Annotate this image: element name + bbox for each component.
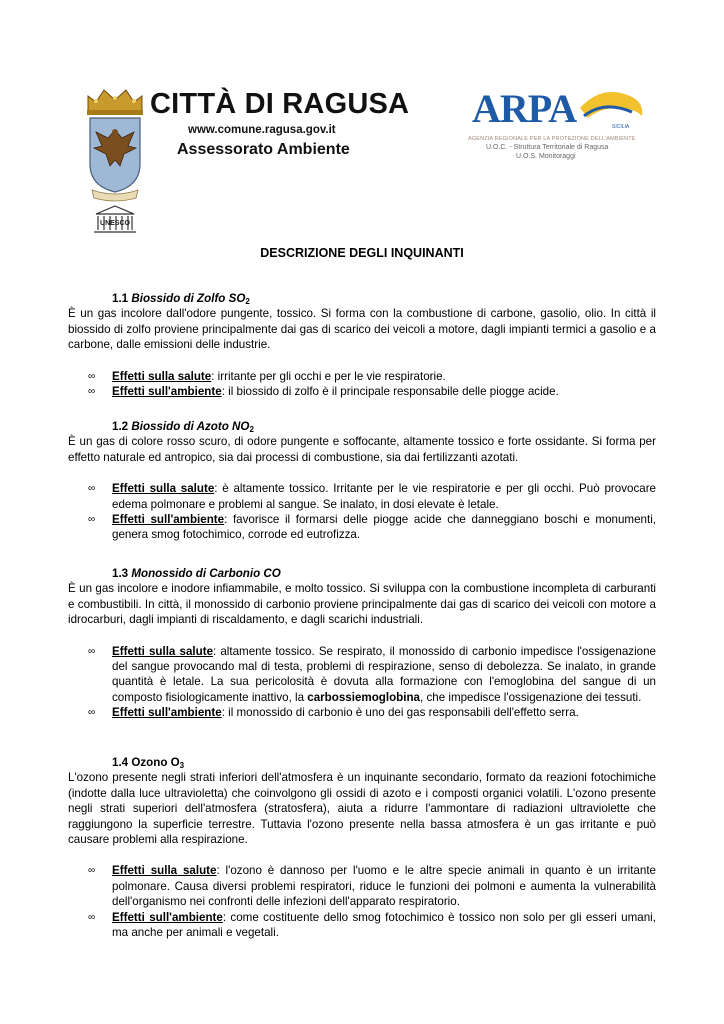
effects-list: [68, 481, 656, 543]
section-heading: [68, 291, 656, 306]
effect-health: [68, 481, 656, 512]
bullet-icon: ∞: [88, 483, 96, 495]
section-so2: [68, 291, 656, 399]
effect-text: : altamente tossico. Se respirato, il monossido di carbonio impedisce l'ossigenazione del sangue provocando mal di testa, problemi di respirazione, senso di debolezza. Se inalato, in grande quantità è letale. La sua pericolosità è dovuta alla formazione con l'emoglobina del sangue di un composto fisiologicamente inattivo, la: [112, 644, 656, 704]
effect-health: [68, 369, 656, 384]
effect-environment: [68, 512, 656, 543]
effect-label: Effetti sull'ambiente: [112, 513, 225, 527]
effect-health: [68, 863, 656, 909]
effect-label: Effetti sulla salute: [112, 482, 215, 496]
bullet-icon: ∞: [88, 370, 96, 382]
section-subscript: 2: [249, 425, 254, 434]
section-subscript: 2: [245, 297, 250, 306]
effect-environment: [68, 910, 656, 941]
effect-text: : l'ozono è dannoso per l'uomo e le altre specie animali in quanto è un irritante polmonare. Causa diversi problemi respiratori, riduce le funzioni dei polmoni e aumenta la vulnerabilità dell'organismo nei confronti delle infezioni dell'apparato respiratorio.: [112, 864, 656, 909]
section-heading: [68, 419, 656, 434]
effects-list: [68, 369, 656, 400]
effects-list: [68, 644, 656, 721]
arpa-unit-line-2: U.O.S. Monitoraggi: [516, 153, 576, 160]
section-description: L'ozono presente negli strati inferiori dell'atmosfera è un inquinante secondario, formato da reazioni fotochimiche (indotte dalla luce ultravioletta) che coinvolgono gli ossidi di azoto e i composti organici volatili. L'ozono presente negli strati superiori dell'atmosfera (stratosfera), aiuta a ridurre l'ammontare di radiazioni ultraviolette che raggiungono la superficie terrestre. Tuttavia l'ozono presente nella bassa atmosfera è un gas irritante e può causare problemi alla respirazione.: [68, 771, 656, 847]
effect-text: : il biossido di zolfo è il principale responsabile delle piogge acide.: [221, 385, 559, 399]
effect-text: : il monossido di carbonio è uno dei gas responsabili dell'effetto serra.: [221, 706, 579, 720]
bullet-icon: ∞: [88, 514, 96, 526]
effect-label: Effetti sull'ambiente: [112, 385, 222, 399]
effect-text: : irritante per gli occhi e per le vie respiratorie.: [211, 369, 446, 383]
section-subscript: 3: [179, 761, 185, 770]
section-heading: [68, 566, 656, 581]
document-header: [0, 0, 724, 240]
effect-text: : favorisce il formarsi delle piogge acide che danneggiano boschi e monumenti, genera smog fotochimico, corrode ed eutrofizza.: [112, 513, 656, 542]
arpa-logo-text: ARPA: [472, 86, 577, 130]
bullet-icon: ∞: [88, 707, 96, 719]
section-number: 1.4: [112, 756, 129, 769]
effect-label: Effetti sull'ambiente: [112, 910, 223, 924]
effect-environment: [68, 705, 656, 720]
section-name: Biossido di Zolfo SO: [131, 292, 246, 305]
section-number: 1.1: [112, 292, 129, 305]
section-name: Monossido di Carbonio CO: [131, 567, 281, 580]
department-name: Assessorato Ambiente: [177, 141, 350, 158]
ragusa-coat-of-arms-icon: [82, 86, 148, 236]
section-no2: [68, 419, 656, 543]
city-website: www.comune.ragusa.gov.it: [188, 124, 336, 136]
arpa-wordmark-icon: [472, 86, 648, 130]
bullet-icon: ∞: [88, 386, 96, 398]
effect-label: Effetti sulla salute: [112, 864, 217, 878]
arpa-logo-small: SICILIA: [612, 124, 630, 130]
section-description: È un gas incolore e inodore infiammabile, e molto tossico. Si sviluppa con la combustione incompleta di carburanti e combustibili. In città, il monossido di carbonio proviene principalmente dai gas di scarico dei veicoli con motore a idrocarburi, dagli impianti di riscaldamento, e dagli scarichi industriali.: [68, 582, 656, 627]
bullet-icon: ∞: [88, 645, 96, 657]
document-title: DESCRIZIONE DEGLI INQUINANTI: [260, 246, 464, 260]
arpa-agency-name: AGENZIA REGIONALE PER LA PROTEZIONE DELL'AMBIENTE: [468, 136, 636, 142]
city-name: CITTÀ DI RAGUSA: [150, 88, 410, 120]
section-o3: [68, 755, 656, 940]
effect-label: Effetti sulla salute: [112, 369, 212, 383]
bullet-icon: ∞: [88, 911, 96, 923]
effect-environment: [68, 384, 656, 399]
section-name: Biossido di Azoto NO: [131, 420, 250, 433]
city-of-ragusa-logo: [82, 86, 410, 236]
effect-label: Effetti sulla salute: [112, 644, 214, 658]
effect-text: : come costituente dello smog fotochimico è tossico non solo per gli esseri umani, ma anche per animali e vegetali.: [112, 910, 656, 940]
section-description: È un gas incolore dall'odore pungente, tossico. Si forma con la combustione di carbone, gasolio, olio. In città il biossido di zolfo proviene principalmente dai gas di scarico dei veicoli a motore, dagli impianti termici a gasolio e a carbone, dalle emissioni delle industrie.: [68, 307, 656, 352]
section-name: Ozono O: [131, 756, 180, 769]
section-number: 1.2: [112, 420, 129, 433]
effect-text: : è altamente tossico. Irritante per le vie respiratorie e per gli occhi. Può provocare edema polmonare e problemi al sangue. Se inalato, in dosi elevate è letale.: [112, 482, 656, 511]
effect-health: [68, 644, 656, 706]
effect-label: Effetti sull'ambiente: [112, 706, 222, 720]
bullet-icon: ∞: [88, 865, 96, 877]
section-description: È un gas di colore rosso scuro, di odore pungente e soffocante, altamente tossico e forte ossidante. Si forma per effetto naturale ed antropico, sia dai processi di combustione, sia dai fertilizzanti azotati.: [68, 435, 656, 464]
arpa-logo: [466, 86, 666, 176]
section-number: 1.3: [112, 567, 129, 580]
effect-text-after: , che impedisce l'ossigenazione dei tessuti.: [420, 690, 642, 704]
effects-list: [68, 863, 656, 940]
section-heading: [68, 755, 656, 770]
effect-term: carbossiemoglobina: [307, 690, 421, 704]
arpa-unit-line-1: U.O.C. - Struttura Territoriale di Ragusa: [486, 144, 609, 151]
unesco-label: UNESCO: [100, 220, 130, 227]
section-co: [68, 566, 656, 721]
